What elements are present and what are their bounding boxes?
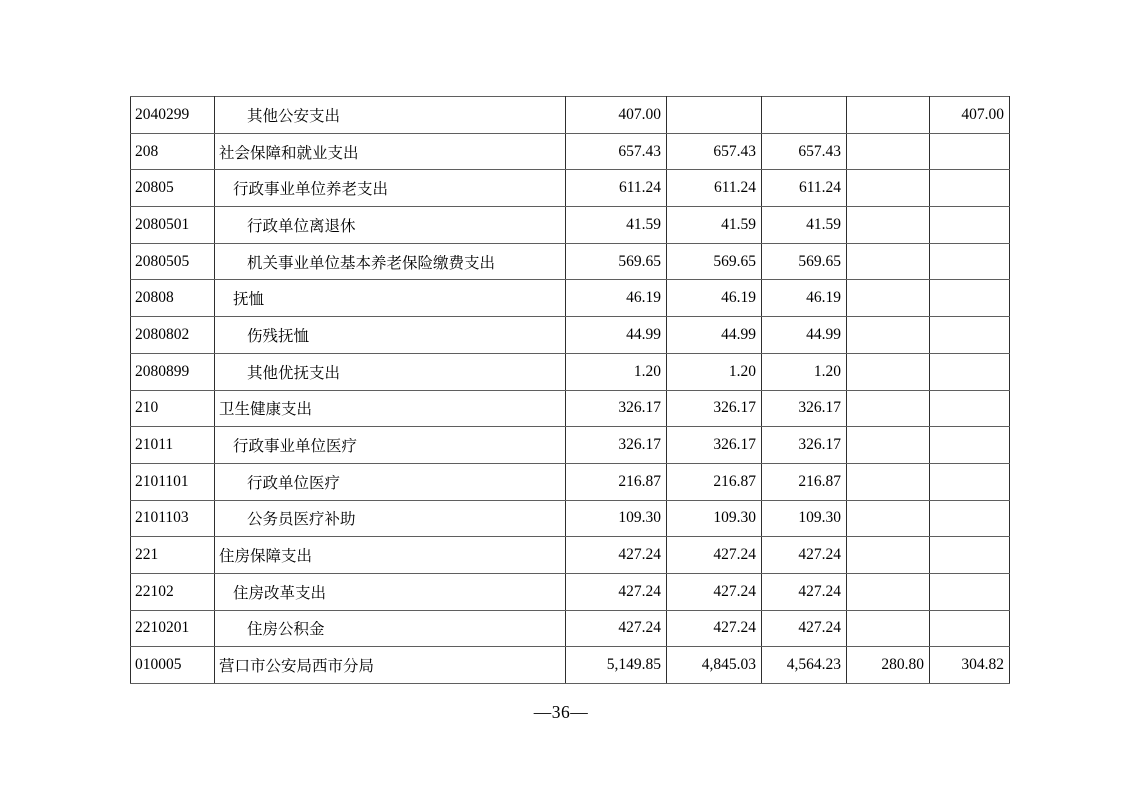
- budget-table-body: [131, 97, 1010, 684]
- amount-cell: 216.87: [566, 463, 667, 500]
- amount-cell: 427.24: [762, 537, 847, 574]
- amount-cell: 1.20: [566, 353, 667, 390]
- budget-code-cell: 010005: [131, 647, 215, 684]
- amount-cell: 427.24: [667, 573, 762, 610]
- amount-cell: [930, 170, 1010, 207]
- amount-cell: [847, 170, 930, 207]
- item-name-cell: 行政单位离退休: [215, 207, 566, 244]
- table-row: [131, 133, 1010, 170]
- budget-code-cell: 21011: [131, 427, 215, 464]
- amount-cell: [930, 207, 1010, 244]
- amount-cell: 41.59: [667, 207, 762, 244]
- amount-cell: [930, 573, 1010, 610]
- amount-cell: 44.99: [667, 317, 762, 354]
- amount-cell: 1.20: [667, 353, 762, 390]
- amount-cell: [930, 280, 1010, 317]
- amount-cell: [847, 463, 930, 500]
- amount-cell: 44.99: [566, 317, 667, 354]
- amount-cell: [847, 207, 930, 244]
- amount-cell: 326.17: [566, 427, 667, 464]
- amount-cell: 569.65: [762, 243, 847, 280]
- table-row: [131, 97, 1010, 134]
- table-row: [131, 573, 1010, 610]
- item-name-cell: 机关事业单位基本养老保险缴费支出: [215, 243, 566, 280]
- amount-cell: 657.43: [667, 133, 762, 170]
- item-name-cell: 社会保障和就业支出: [215, 133, 566, 170]
- amount-cell: [847, 97, 930, 134]
- budget-code-cell: 2080899: [131, 353, 215, 390]
- amount-cell: [667, 97, 762, 134]
- budget-code-cell: 221: [131, 537, 215, 574]
- table-row: [131, 390, 1010, 427]
- amount-cell: [847, 353, 930, 390]
- amount-cell: 427.24: [762, 573, 847, 610]
- budget-code-cell: 2210201: [131, 610, 215, 647]
- amount-cell: 4,845.03: [667, 647, 762, 684]
- amount-cell: 569.65: [667, 243, 762, 280]
- amount-cell: 427.24: [566, 537, 667, 574]
- item-name-cell: 住房改革支出: [215, 573, 566, 610]
- amount-cell: [930, 133, 1010, 170]
- amount-cell: 216.87: [667, 463, 762, 500]
- budget-code-cell: 210: [131, 390, 215, 427]
- amount-cell: [847, 317, 930, 354]
- amount-cell: 657.43: [762, 133, 847, 170]
- amount-cell: 46.19: [762, 280, 847, 317]
- amount-cell: [930, 463, 1010, 500]
- amount-cell: 657.43: [566, 133, 667, 170]
- table-row: [131, 537, 1010, 574]
- amount-cell: 216.87: [762, 463, 847, 500]
- amount-cell: [930, 610, 1010, 647]
- amount-cell: [847, 500, 930, 537]
- budget-code-cell: 2080802: [131, 317, 215, 354]
- amount-cell: [847, 427, 930, 464]
- item-name-cell: 伤残抚恤: [215, 317, 566, 354]
- page-number: —36—: [533, 702, 589, 722]
- amount-cell: [847, 133, 930, 170]
- amount-cell: [847, 390, 930, 427]
- amount-cell: 611.24: [762, 170, 847, 207]
- amount-cell: [930, 537, 1010, 574]
- amount-cell: 46.19: [667, 280, 762, 317]
- amount-cell: 427.24: [566, 610, 667, 647]
- item-name-cell: 其他公安支出: [215, 97, 566, 134]
- item-name-cell: 公务员医疗补助: [215, 500, 566, 537]
- amount-cell: 109.30: [667, 500, 762, 537]
- amount-cell: [847, 280, 930, 317]
- item-name-cell: 住房公积金: [215, 610, 566, 647]
- table-row: [131, 610, 1010, 647]
- budget-code-cell: 20808: [131, 280, 215, 317]
- item-name-cell: 抚恤: [215, 280, 566, 317]
- amount-cell: [930, 353, 1010, 390]
- amount-cell: 280.80: [847, 647, 930, 684]
- table-row: [131, 280, 1010, 317]
- amount-cell: 41.59: [566, 207, 667, 244]
- table-row: [131, 647, 1010, 684]
- amount-cell: 611.24: [667, 170, 762, 207]
- amount-cell: 46.19: [566, 280, 667, 317]
- budget-code-cell: 2040299: [131, 97, 215, 134]
- table-row: [131, 463, 1010, 500]
- item-name-cell: 卫生健康支出: [215, 390, 566, 427]
- item-name-cell: 营口市公安局西市分局: [215, 647, 566, 684]
- budget-code-cell: 2101103: [131, 500, 215, 537]
- amount-cell: 44.99: [762, 317, 847, 354]
- item-name-cell: 住房保障支出: [215, 537, 566, 574]
- amount-cell: 326.17: [566, 390, 667, 427]
- table-row: [131, 243, 1010, 280]
- item-name-cell: 其他优抚支出: [215, 353, 566, 390]
- item-name-cell: 行政事业单位养老支出: [215, 170, 566, 207]
- amount-cell: 427.24: [566, 573, 667, 610]
- amount-cell: 304.82: [930, 647, 1010, 684]
- table-row: [131, 317, 1010, 354]
- amount-cell: 611.24: [566, 170, 667, 207]
- table-row: [131, 207, 1010, 244]
- amount-cell: [762, 97, 847, 134]
- amount-cell: 1.20: [762, 353, 847, 390]
- item-name-cell: 行政单位医疗: [215, 463, 566, 500]
- amount-cell: 407.00: [930, 97, 1010, 134]
- amount-cell: 427.24: [762, 610, 847, 647]
- amount-cell: [930, 427, 1010, 464]
- amount-cell: [930, 317, 1010, 354]
- amount-cell: 41.59: [762, 207, 847, 244]
- amount-cell: [847, 537, 930, 574]
- amount-cell: 326.17: [667, 390, 762, 427]
- budget-code-cell: 20805: [131, 170, 215, 207]
- amount-cell: 4,564.23: [762, 647, 847, 684]
- budget-table: [130, 96, 1010, 684]
- amount-cell: 427.24: [667, 537, 762, 574]
- table-row: [131, 353, 1010, 390]
- amount-cell: [930, 243, 1010, 280]
- amount-cell: 569.65: [566, 243, 667, 280]
- amount-cell: 427.24: [667, 610, 762, 647]
- amount-cell: 407.00: [566, 97, 667, 134]
- budget-code-cell: 208: [131, 133, 215, 170]
- amount-cell: [847, 243, 930, 280]
- amount-cell: [847, 573, 930, 610]
- amount-cell: [930, 390, 1010, 427]
- table-row: [131, 427, 1010, 464]
- amount-cell: 326.17: [762, 427, 847, 464]
- amount-cell: 109.30: [762, 500, 847, 537]
- budget-code-cell: 22102: [131, 573, 215, 610]
- table-row: [131, 170, 1010, 207]
- budget-code-cell: 2101101: [131, 463, 215, 500]
- item-name-cell: 行政事业单位医疗: [215, 427, 566, 464]
- budget-code-cell: 2080505: [131, 243, 215, 280]
- amount-cell: 326.17: [667, 427, 762, 464]
- amount-cell: 109.30: [566, 500, 667, 537]
- table-row: [131, 500, 1010, 537]
- budget-code-cell: 2080501: [131, 207, 215, 244]
- amount-cell: [847, 610, 930, 647]
- amount-cell: [930, 500, 1010, 537]
- amount-cell: 326.17: [762, 390, 847, 427]
- amount-cell: 5,149.85: [566, 647, 667, 684]
